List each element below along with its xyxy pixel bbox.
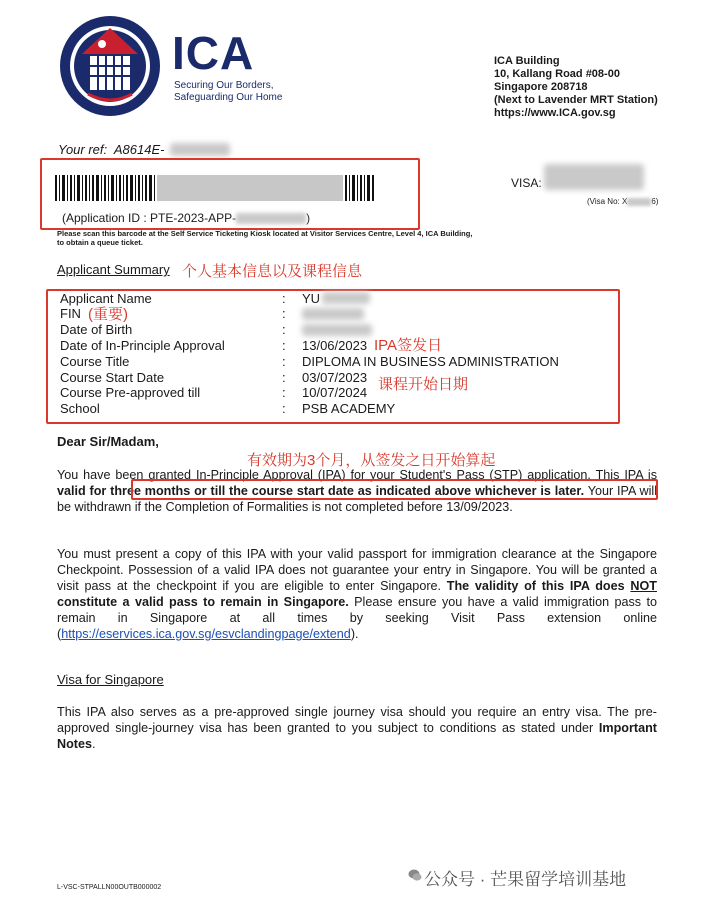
ica-wordmark: ICA: [172, 27, 255, 79]
visa-number: (Visa No: X 6): [587, 197, 659, 206]
ica-website-link[interactable]: https://www.ICA.gov.sg: [494, 107, 616, 119]
annotation-ipa-date: IPA签发日: [374, 337, 443, 354]
greeting: Dear Sir/Madam,: [57, 434, 159, 449]
annotation-fin-important: (重要): [88, 306, 128, 323]
redacted-visa: [544, 164, 644, 190]
redacted-name: [322, 292, 370, 304]
paragraph-visa: This IPA also serves as a pre-approved single journey visa should you require an entry visa. The pre-approved single-journey visa has been granted to you subject to conditions as stated under Important Notes.: [57, 705, 657, 751]
visa-label: VISA:: [511, 176, 542, 190]
validity-highlight-box: [131, 479, 658, 500]
redacted-fin: [302, 308, 364, 320]
redacted-ref: [170, 143, 230, 156]
annotation-validity: 有效期为3个月，从签发之日开始算起: [247, 452, 496, 469]
paragraph-checkpoint: You must present a copy of this IPA with your valid passport for immigration clearance at the Singapore Checkpoint. Possession of a valid IPA does not guarantee your entry in Singapore. You will be granted a visit pass at the checkpoint if you are eligible to enter Singapore. The validity of this IPA does NOT constitute a valid pass to remain in Singapore. Please ensure you have a valid immigration pass to remain in Singapore at all times by seeking Visit Pass extension online (https://eservices.ica.gov.sg/esvclandingpage/extend).: [57, 547, 657, 641]
wechat-icon: [408, 868, 422, 882]
ica-address: ICA Building 10, Kallang Road #08-00 Singapore 208718 (Next to Lavender MRT Station) https://www.ICA.gov.sg: [494, 55, 658, 119]
application-id: (Application ID : PTE-2023-APP- ): [62, 211, 311, 225]
visit-pass-extension-link[interactable]: https://eservices.ica.gov.sg/esvclandingpage/extend: [61, 627, 351, 641]
wechat-watermark: 公众号 · 芒果留学培训基地: [424, 870, 627, 889]
visa-for-singapore-title: Visa for Singapore: [57, 672, 164, 687]
your-ref: Your ref: A8614E-: [58, 142, 165, 157]
paragraph-ipa-granted: You have been granted In-Principle Approval (IPA) for your Student's Pass (STP) application. This IPA is valid for three months or till the course start date as indicated above whichever is later. Your IPA will be withdrawn if the Completion of Formalities is not completed before 13/09/2023.: [57, 468, 657, 514]
annotation-personal-info: 个人基本信息以及课程信息: [182, 263, 363, 280]
redacted-dob: [302, 324, 372, 336]
annotation-course-start: 课程开始日期: [378, 376, 469, 393]
barcode-image: [55, 175, 375, 201]
document-code: L-VSC-STPALLN00OUTB000002: [57, 884, 162, 891]
redacted-app-id: [236, 213, 306, 224]
ica-seal-logo: [58, 14, 162, 118]
ica-tagline: Securing Our Borders, Safeguarding Our Home: [174, 80, 283, 103]
applicant-summary-title: Applicant Summary: [57, 262, 170, 277]
kiosk-note: Please scan this barcode at the Self Service Ticketing Kiosk located at Visitor Services Centre, Level 4, ICA Building, to obtain a queue ticket.: [57, 229, 473, 247]
